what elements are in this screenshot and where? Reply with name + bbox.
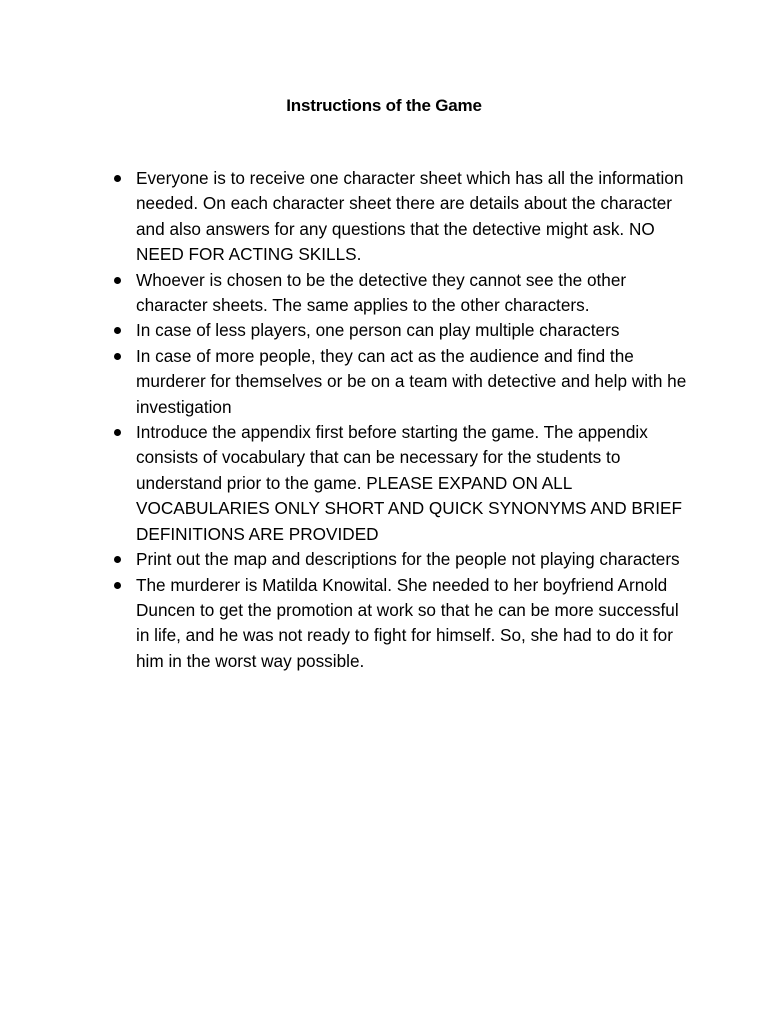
list-item xyxy=(110,547,690,572)
list-item-text: In case of more people, they can act as the audience and find the murderer for themselves or be on a team with detective and help with he investigation xyxy=(136,345,687,417)
list-item xyxy=(110,344,690,420)
bullet-icon xyxy=(114,429,121,436)
list-item-text: The murderer is Matilda Knowital. She needed to her boyfriend Arnold Duncen to get the promotion at work so that he can be more successful in life, and he was not ready to fight for himself. So, she had to do it for him in the worst way possible. xyxy=(136,574,679,671)
bullet-icon xyxy=(114,353,121,360)
list-item-text: Whoever is chosen to be the detective they cannot see the other character sheets. The same applies to the other characters. xyxy=(136,269,627,316)
bullet-icon xyxy=(114,327,121,334)
list-item xyxy=(110,166,690,268)
list-item xyxy=(110,573,690,675)
bullet-icon xyxy=(114,582,121,589)
bullet-icon xyxy=(114,175,121,182)
list-item-text: Introduce the appendix first before starting the game. The appendix consists of vocabulary that can be necessary for the students to understand prior to the game. PLEASE EXPAND ON ALL VOCABULARIES ONLY SHORT AND QUICK SYNONYMS AND BRIEF DEFINITIONS ARE PROVIDED xyxy=(136,422,682,544)
list-item-text: Everyone is to receive one character sheet which has all the information needed. On each character sheet there are details about the character and also answers for any questions that the detective might ask. NO NEED FOR ACTING SKILLS. xyxy=(136,168,684,265)
instruction-list xyxy=(110,166,690,674)
list-item-text: Print out the map and descriptions for the people not playing characters xyxy=(136,549,680,570)
list-item-text: In case of less players, one person can play multiple characters xyxy=(136,320,620,341)
list-item xyxy=(110,268,690,319)
list-item xyxy=(110,420,690,547)
bullet-icon xyxy=(114,556,121,563)
list-item xyxy=(110,318,690,343)
document-title: Instructions of the Game xyxy=(286,96,482,115)
bullet-icon xyxy=(114,277,121,284)
